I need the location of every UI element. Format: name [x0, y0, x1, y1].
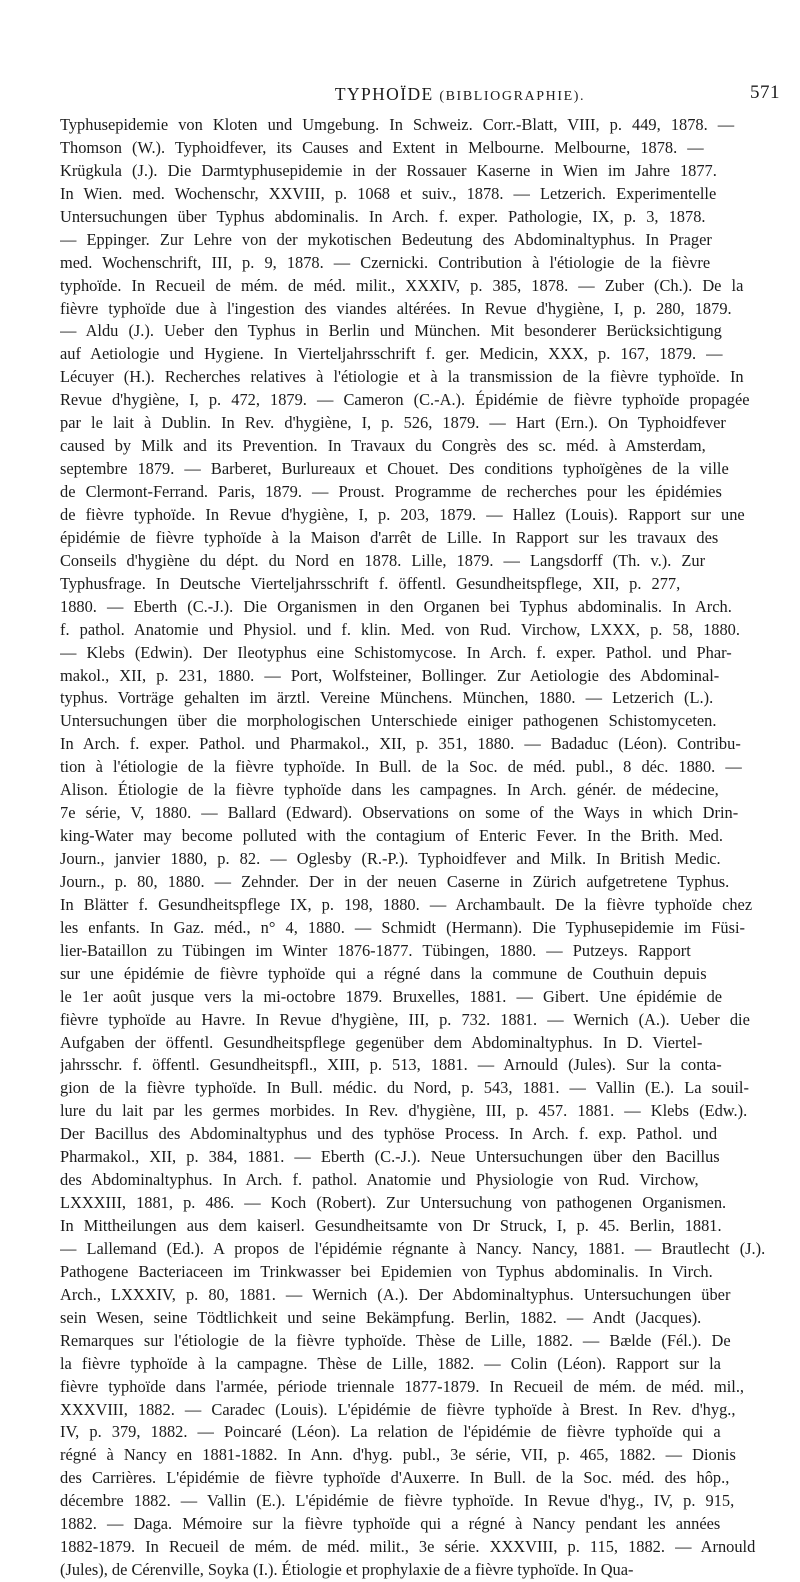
- text-line: Revue d'hygiène, I, p. 472, 1879. — Cameron (C.-A.). Épidémie de fièvre typhoïde propagée: [60, 390, 750, 410]
- text-line: Untersuchungen über die morphologischen Unterschiede einiger pathogenen Schistomyceten.: [60, 711, 717, 731]
- text-line: de Clermont-Ferrand. Paris, 1879. — Proust. Programme de recherches pour les épidémies: [60, 482, 722, 501]
- text-line: — Aldu (J.). Ueber den Typhus in Berlin und München. Mit besonderer Berücksichtigung: [60, 321, 722, 341]
- text-line: Pharmakol., XII, p. 384, 1881. — Eberth (C.-J.). Neue Untersuchungen über den Bacillus: [60, 1147, 720, 1167]
- text-line: Lécuyer (H.). Recherches relatives à l'étiologie et à la transmission de la fièvre typhoïde. In: [60, 367, 744, 387]
- text-line: med. Wochenschrift, III, p. 9, 1878. — Czernicki. Contribution à l'étiologie de la fièvre: [60, 252, 711, 272]
- text-line: des Abdominaltyphus. In Arch. f. pathol. Anatomie und Physiologie von Rud. Virchow,: [60, 1170, 699, 1190]
- running-title-main: TYPHOÏDE: [334, 84, 434, 104]
- text-line: auf Aetiologie und Hygiene. In Vierteljahrsschrift f. ger. Medicin, XXX, p. 167, 1879. —: [60, 344, 723, 364]
- text-line: f. pathol. Anatomie und Physiol. und f. klin. Med. von Rud. Virchow, LXXX, p. 58, 1880.: [60, 619, 740, 639]
- text-line: fièvre typhoïde due à l'ingestion des viandes altérées. In Revue d'hygiène, I, p. 280, 1879.: [60, 298, 732, 318]
- text-line: 7e série, V, 1880. — Ballard (Edward). Observations on some of the Ways in which Drin-: [60, 803, 739, 823]
- text-line: LXXXIII, 1881, p. 486. — Koch (Robert). Zur Untersuchung von pathogenen Organismen.: [60, 1193, 727, 1213]
- text-line: — Lallemand (Ed.). A propos de l'épidémie régnante à Nancy. Nancy, 1881. — Brautlecht (J.).: [60, 1238, 765, 1258]
- running-title-subtitle: (BIBLIOGRAPHIE).: [439, 89, 586, 104]
- text-line: sein Wesen, seine Tödtlichkeit und seine Bekämpfung. Berlin, 1882. — Andt (Jacques).: [60, 1307, 702, 1327]
- text-line: In Arch. f. exper. Pathol. und Pharmakol., XII, p. 351, 1880. — Badaduc (Léon). Contribu-: [60, 734, 741, 754]
- text-line: — Eppinger. Zur Lehre von der mykotischen Bedeutung des Abdominaltyphus. In Prager: [60, 229, 712, 249]
- text-line: caused by Milk and its Prevention. In Travaux du Congrès des sc. méd. à Amsterdam,: [60, 436, 706, 456]
- text-line: par le lait à Dublin. In Rev. d'hygiène, I, p. 526, 1879. — Hart (Ern.). On Typhoidfever: [60, 413, 726, 433]
- text-line: typhus. Vorträge gehalten im ärztl. Vereine Münchens. München, 1880. — Letzerich (L.).: [60, 688, 714, 708]
- text-line: 1882. — Daga. Mémoire sur la fièvre typhoïde qui a régné à Nancy pendant les années: [60, 1514, 721, 1534]
- text-line: Krügkula (J.). Die Darmtyphusepidemie in der Rossauer Kaserne in Wien im Jahre 1877.: [60, 160, 717, 180]
- text-line: IV, p. 379, 1882. — Poincaré (Léon). La relation de l'épidémie de fièvre typhoïde qui a: [60, 1422, 721, 1442]
- text-line: In Blätter f. Gesundheitspflege IX, p. 198, 1880. — Archambault. De la fièvre typhoïde chez: [60, 894, 753, 914]
- text-line: king-Water may become polluted with the contagium of Enteric Fever. In the Brith. Med.: [60, 826, 723, 846]
- text-line: Der Bacillus des Abdominaltyphus und des typhöse Process. In Arch. f. exp. Pathol. und: [60, 1124, 718, 1144]
- text-line: Pathogene Bacteriaceen im Trinkwasser bei Epidemien von Typhus abdominalis. In Virch.: [60, 1261, 713, 1281]
- text-line: gion de la fièvre typhoïde. In Bull. médic. du Nord, p. 543, 1881. — Vallin (E.). La souil-: [60, 1078, 749, 1098]
- page-number: 571: [750, 82, 780, 103]
- text-line: la fièvre typhoïde à la campagne. Thèse de Lille, 1882. — Colin (Léon). Rapport sur la: [60, 1353, 721, 1373]
- text-line: 1882-1879. In Recueil de mém. de méd. milit., 3e série. XXXVIII, p. 115, 1882. — Arnould: [60, 1537, 756, 1557]
- text-line: sur une épidémie de fièvre typhoïde qui a régné dans la commune de Couthuin depuis: [60, 963, 707, 983]
- text-line: In Mittheilungen aus dem kaiserl. Gesundheitsamte von Dr Struck, I, p. 45. Berlin, 1881.: [60, 1216, 722, 1235]
- text-line: Typhusfrage. In Deutsche Vierteljahrsschrift f. öffentl. Gesundheitspflege, XII, p. 277,: [60, 573, 681, 593]
- text-line: Arch., LXXXIV, p. 80, 1881. — Wernich (A.). Der Abdominaltyphus. Untersuchungen über: [60, 1284, 731, 1304]
- text-line: Typhusepidemie von Kloten und Umgebung. In Schweiz. Corr.-Blatt, VIII, p. 449, 1878. —: [60, 115, 735, 134]
- text-line: — Klebs (Edwin). Der Ileotyphus eine Schistomycose. In Arch. f. exper. Pathol. und Phar-: [60, 642, 732, 662]
- text-line: Aufgaben der öffentl. Gesundheitspflege gegenüber dem Abdominaltyphus. In D. Viertel-: [60, 1032, 703, 1052]
- text-line: fièvre typhoïde au Havre. In Revue d'hygiène, III, p. 732. 1881. — Wernich (A.). Ueber die: [60, 1009, 750, 1029]
- text-line: (Jules), de Cérenville, Soyka (I.). Étiologie et prophylaxie de a fièvre typhoïde. In Qua-: [60, 1560, 634, 1580]
- text-line: les enfants. In Gaz. méd., n° 4, 1880. — Schmidt (Hermann). Die Typhusepidemie im Füsi-: [60, 917, 745, 937]
- text-line: Journ., janvier 1880, p. 82. — Oglesby (R.-P.). Typhoidfever and Milk. In British Medic.: [60, 849, 721, 868]
- bibliography-text: [60, 114, 765, 1582]
- text-line: le 1er août jusque vers la mi-octobre 1879. Bruxelles, 1881. — Gibert. Une épidémie de: [60, 986, 723, 1006]
- text-line: fièvre typhoïde dans l'armée, période triennale 1877-1879. In Recueil de mém. de méd. mil.,: [60, 1376, 745, 1396]
- text-line: Conseils d'hygiène du dépt. du Nord en 1878. Lille, 1879. — Langsdorff (Th. v.). Zur: [60, 550, 706, 570]
- text-line: de fièvre typhoïde. In Revue d'hygiène, I, p. 203, 1879. — Hallez (Louis). Rapport sur une: [60, 504, 745, 524]
- text-line: Remarques sur l'étiologie de la fièvre typhoïde. Thèse de Lille, 1882. — Bælde (Fél.). De: [60, 1330, 731, 1350]
- text-line: Thomson (W.). Typhoidfever, its Causes and Extent in Melbourne. Melbourne, 1878. —: [60, 137, 704, 157]
- text-line: régné à Nancy en 1881-1882. In Ann. d'hyg. publ., 3e série, VII, p. 465, 1882. — Dionis: [60, 1445, 736, 1465]
- page-header: [60, 78, 780, 108]
- text-line: des Carrières. L'épidémie de fièvre typhoïde d'Auxerre. In Bull. de la Soc. méd. des hôp.,: [60, 1468, 730, 1488]
- running-title: [230, 84, 690, 105]
- text-line: Journ., p. 80, 1880. — Zehnder. Der in der neuen Caserne in Zürich aufgetretene Typhus.: [60, 871, 730, 891]
- text-line: tion à l'étiologie de la fièvre typhoïde. In Bull. de la Soc. de méd. publ., 8 déc. 1880. —: [60, 757, 742, 777]
- text-line: XXXVIII, 1882. — Caradec (Louis). L'épidémie de fièvre typhoïde à Brest. In Rev. d'hyg.,: [60, 1399, 736, 1419]
- text-line: lier-Bataillon zu Tübingen im Winter 1876-1877. Tübingen, 1880. — Putzeys. Rapport: [60, 940, 691, 960]
- text-line: lure du lait par les germes morbides. In Rev. d'hygiène, III, p. 457. 1881. — Klebs (Edw.).: [60, 1101, 748, 1121]
- text-line: typhoïde. In Recueil de mém. de méd. milit., XXXIV, p. 385, 1878. — Zuber (Ch.). De la: [60, 275, 744, 295]
- text-line: épidémie de fièvre typhoïde à la Maison d'arrêt de Lille. In Rapport sur les travaux des: [60, 527, 719, 547]
- text-line: décembre 1882. — Vallin (E.). L'épidémie de fièvre typhoïde. In Revue d'hyg., IV, p. 915,: [60, 1491, 735, 1511]
- text-line: In Wien. med. Wochenschr, XXVIII, p. 1068 et suiv., 1878. — Letzerich. Experimentelle: [60, 183, 717, 203]
- text-line: jahrsschr. f. öffentl. Gesundheitspfl., XIII, p. 513, 1881. — Arnould (Jules). Sur la conta-: [60, 1055, 722, 1075]
- text-line: septembre 1879. — Barberet, Burlureaux et Chouet. Des conditions typhoïgènes de la ville: [60, 459, 729, 479]
- text-line: makol., XII, p. 231, 1880. — Port, Wolfsteiner, Bollinger. Zur Aetiologie des Abdominal-: [60, 665, 720, 685]
- text-line: 1880. — Eberth (C.-J.). Die Organismen in den Organen bei Typhus abdominalis. In Arch.: [60, 596, 732, 616]
- text-line: Alison. Étiologie de la fièvre typhoïde dans les campagnes. In Arch. génér. de médecine,: [60, 780, 719, 800]
- text-line: Untersuchungen über Typhus abdominalis. In Arch. f. exper. Pathologie, IX, p. 3, 1878.: [60, 206, 706, 226]
